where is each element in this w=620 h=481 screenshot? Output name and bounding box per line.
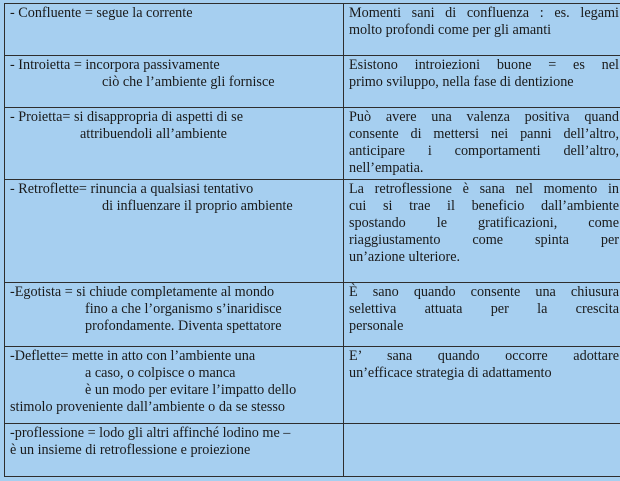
right-cell-introietta bbox=[344, 56, 620, 108]
cell-line: stimolo proveniente dall’ambiente o da se stesso bbox=[10, 399, 286, 415]
right-cell-proietta bbox=[344, 108, 620, 180]
cell-line: - Retroflette= rinuncia a qualsiasi tentativo bbox=[10, 181, 254, 197]
cell-line: Momenti sani di confluenza : es. legami bbox=[349, 5, 619, 21]
cell-line: cui si trae il beneficio dall’ambiente bbox=[349, 198, 619, 214]
cell-line: -Deflette= mette in atto con l’ambiente una bbox=[10, 348, 256, 364]
left-cell-retroflette bbox=[5, 180, 344, 283]
cell-line: primo sviluppo, nella fase di dentizione bbox=[349, 74, 574, 90]
left-cell-proietta bbox=[5, 108, 344, 180]
table-row bbox=[5, 180, 620, 283]
right-cell-deflette bbox=[344, 347, 620, 424]
table-row bbox=[5, 56, 620, 108]
cell-line: a caso, o colpisce o manca bbox=[85, 365, 236, 381]
left-cell-egotista bbox=[5, 283, 344, 347]
cell-line: selettiva attuata per la crescita bbox=[349, 301, 619, 317]
table-row bbox=[5, 283, 620, 347]
table-row bbox=[5, 347, 620, 424]
gestalt-contact-table bbox=[4, 3, 620, 477]
cell-line: fino a che l’organismo s’inaridisce bbox=[85, 301, 282, 317]
cell-line: È sano quando consente una chiusura bbox=[349, 284, 619, 300]
left-cell-confluente bbox=[5, 4, 344, 56]
cell-line: anticipare i comportamenti dell’altro, bbox=[349, 143, 619, 159]
table-row bbox=[5, 108, 620, 180]
cell-line: E’ sana quando occorre adottare bbox=[349, 348, 619, 364]
cell-line: La retroflessione è sana nel momento in bbox=[349, 181, 619, 197]
cell-line: - Confluente = segue la corrente bbox=[10, 5, 193, 21]
left-cell-introietta bbox=[5, 56, 344, 108]
cell-line: Esistono introiezioni buone = es nel bbox=[349, 57, 619, 73]
cell-line: nell’empatia. bbox=[349, 160, 424, 176]
cell-line: -Egotista = si chiude completamente al mondo bbox=[10, 284, 275, 300]
cell-line: di influenzare il proprio ambiente bbox=[102, 198, 293, 214]
table-row bbox=[5, 4, 620, 56]
cell-line: è un insieme di retroflessione e proiezione bbox=[10, 442, 251, 458]
cell-line: -proflessione = lodo gli altri affinché lodino me – bbox=[10, 425, 291, 441]
cell-line: un’efficace strategia di adattamento bbox=[349, 365, 552, 381]
left-cell-deflette bbox=[5, 347, 344, 424]
cell-line: attribuendoli all’ambiente bbox=[80, 126, 227, 142]
cell-line: - Proietta= si disappropria di aspetti di se bbox=[10, 109, 243, 125]
cell-line: riaggiustamento come spinta per bbox=[349, 232, 619, 248]
cell-line: spostando le gratificazioni, come bbox=[349, 215, 619, 231]
cell-line: Può avere una valenza positiva quand bbox=[349, 109, 619, 125]
table-row bbox=[5, 424, 620, 477]
left-cell-proflessione bbox=[5, 424, 344, 477]
right-cell-confluente bbox=[344, 4, 620, 56]
cell-line: - Introietta = incorpora passivamente bbox=[10, 57, 220, 73]
cell-line: consente di mettersi nei panni dell’altro, bbox=[349, 126, 619, 142]
right-cell-proflessione-empty bbox=[344, 424, 620, 477]
right-cell-retroflette bbox=[344, 180, 620, 283]
cell-line: è un modo per evitare l’impatto dello bbox=[85, 382, 297, 398]
cell-line: molto profondi come per gli amanti bbox=[349, 22, 552, 38]
right-cell-egotista bbox=[344, 283, 620, 347]
cell-line: ciò che l’ambiente gli fornisce bbox=[102, 74, 275, 90]
cell-line: un’azione ulteriore. bbox=[349, 249, 461, 265]
cell-line: profondamente. Diventa spettatore bbox=[85, 318, 282, 334]
cell-line: personale bbox=[349, 318, 404, 334]
